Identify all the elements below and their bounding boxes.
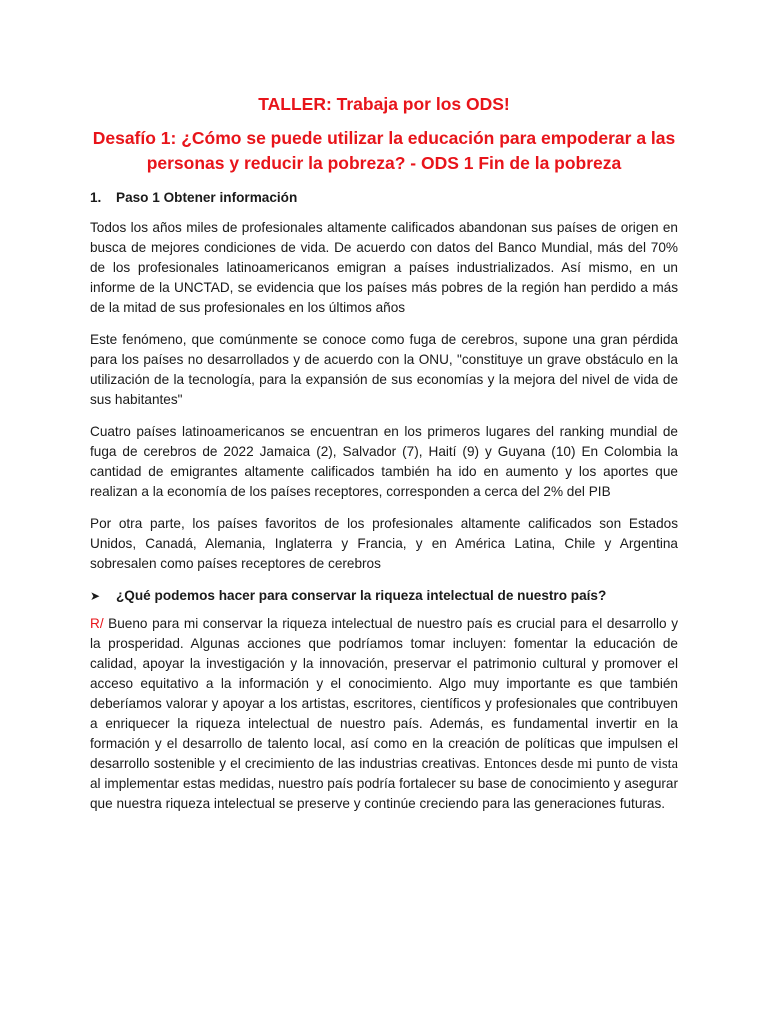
answer-paragraph	[90, 614, 678, 814]
answer-serif-phrase: Entonces desde mi punto de vista	[483, 756, 678, 772]
paragraph-1: Todos los años miles de profesionales altamente calificados abandonan sus países de origen en busca de mejores condiciones de vida. De acuerdo con datos del Banco Mundial, más del 70% de los profesionales latinoamericanos emigran a países industrializados. Así mismo, en un informe de la UNCTAD, se evidencia que los países más pobres de la región han perdido a más de la mitad de sus profesionales en los últimos años	[90, 220, 678, 315]
step-label: Paso 1 Obtener información	[116, 190, 298, 205]
answer-text-part-2: al implementar estas medidas, nuestro país podría fortalecer su base de conocimiento y asegurar que nuestra riqueza intelectual se preserve y continúe creciendo para las generaciones futuras.	[90, 776, 678, 811]
document-title	[90, 92, 678, 116]
title-text: Trabaja por los ODS!	[331, 94, 510, 114]
title-label: TALLER:	[258, 94, 332, 114]
answer-text-part-1: Bueno para mi conservar la riqueza intelectual de nuestro país es crucial para el desarrollo y la prosperidad. Algunas acciones que podríamos tomar incluyen: fomentar la educación de calidad, apoyar la investigación y la innovación, preservar el patrimonio cultural y promover el acceso equitativo a la información y el conocimiento. Algo muy importante es que también deberíamos valorar y apoyar a los artistas, escritores, científicos y profesionales que contribuyen a enriquecer la riqueza intelectual de nuestro país. Además, es fundamental invertir en la formación y el desarrollo de talento local, así como en la creación de políticas que impulsen el desarrollo sostenible y el crecimiento de las industrias creativas.	[90, 616, 678, 771]
answer-prefix: R/	[90, 616, 104, 631]
question-text: ¿Qué podemos hacer para conservar la riqueza intelectual de nuestro país?	[116, 588, 607, 603]
paragraph-3: Cuatro países latinoamericanos se encuentran en los primeros lugares del ranking mundial de fuga de cerebros de 2022 Jamaica (2), Salvador (7), Haití (9) y Guyana (10) En Colombia la cantidad de emigrantes altamente calificados también ha ido en aumento y los aportes que realizan a la economía de los países receptores, corresponden a cerca del 2% del PIB	[90, 424, 678, 499]
question-item	[90, 586, 678, 606]
arrow-bullet-icon: ➤	[90, 589, 101, 603]
paragraph-4: Por otra parte, los países favoritos de los profesionales altamente calificados son Estados Unidos, Canadá, Alemania, Inglaterra y Francia, y en América Latina, Chile y Argentina sobresalen como países receptores de cerebros	[90, 516, 678, 571]
challenge-heading: Desafío 1: ¿Cómo se puede utilizar la educación para empoderar a las personas y reducir la pobreza? - ODS 1 Fin de la pobreza	[92, 128, 676, 173]
paragraph-2: Este fenómeno, que comúnmente se conoce como fuga de cerebros, supone una gran pérdida para los países no desarrollados y de acuerdo con la ONU, "constituye un grave obstáculo en la utilización de la tecnología, para la expansión de sus economías y la mejora del nivel de vida de sus habitantes"	[90, 332, 678, 407]
step-number: 1.	[90, 190, 102, 205]
step-heading	[90, 188, 678, 208]
